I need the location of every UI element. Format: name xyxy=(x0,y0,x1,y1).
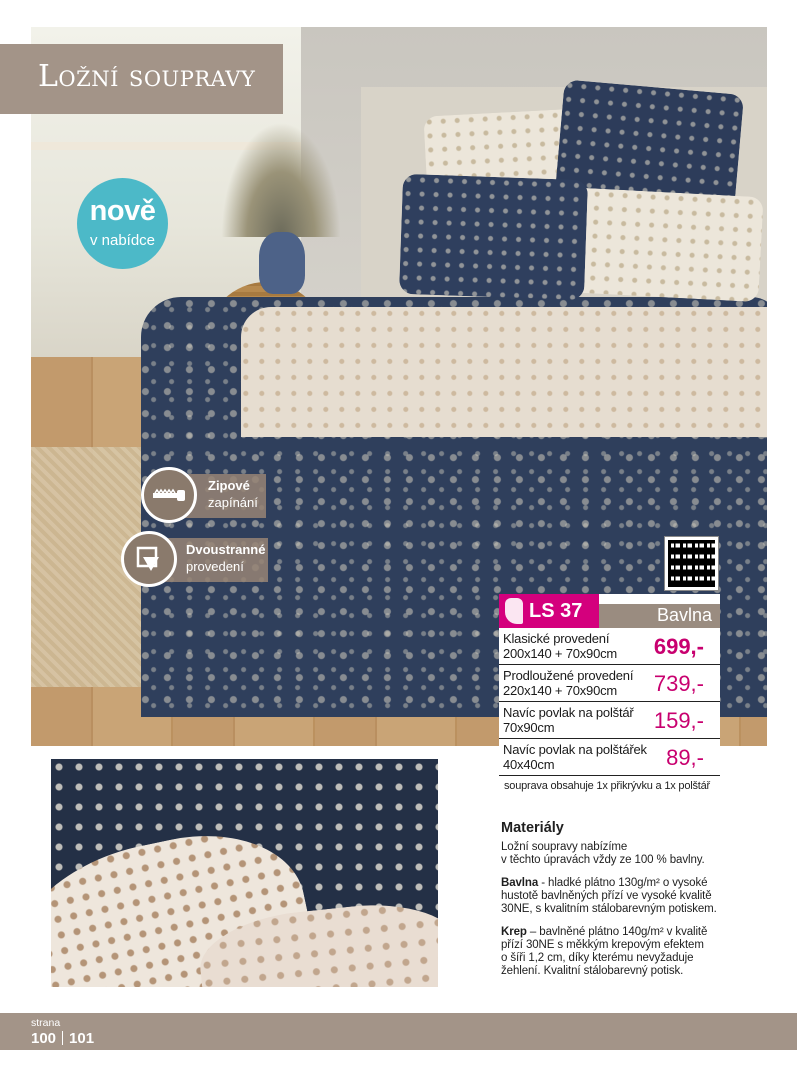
set-contents-note: souprava obsahuje 1x přikrývku a 1x polštář xyxy=(504,780,711,792)
brand-logo-icon xyxy=(505,598,523,624)
materials-intro: Ložní soupravy nabízíme v těchto úpravách vždy ze 100 % bavlny. xyxy=(501,841,705,866)
feature-reversible-line1: Dvoustranné xyxy=(186,542,266,557)
price-row-description: Navíc povlak na polštářek 40x40cm xyxy=(503,742,647,772)
page-title-rest: ožní soupravy xyxy=(58,59,256,94)
materials-heading: Materiály xyxy=(501,820,564,836)
price-header xyxy=(499,594,720,628)
materials-crepe-label: Krep xyxy=(501,926,527,938)
materials-cotton xyxy=(501,877,761,916)
product-code-tag xyxy=(499,594,599,628)
title-banner xyxy=(0,44,283,114)
new-badge xyxy=(77,178,168,269)
materials-cotton-label: Bavlna xyxy=(501,877,539,889)
qr-code-pattern xyxy=(668,540,715,587)
page-separator xyxy=(62,1031,63,1045)
pillow-navy-front xyxy=(399,174,588,300)
page-title-initial: L xyxy=(38,59,59,94)
fabric-detail-photo xyxy=(51,759,438,987)
materials-crepe-text: – bavlněné plátno 140g/m² v kvalitě přízí 30NE s měkkým krepovým efektem o šíři 1,2 cm, díky kterému nevyžaduje žehlení. Kvalitní stálobarevný potisk. xyxy=(501,926,708,977)
price-row xyxy=(499,702,720,739)
page-number-right: 101 xyxy=(69,1030,95,1047)
price-row-description: Prodloužené provedení 220x140 + 70x90cm xyxy=(503,668,634,698)
new-badge-title: nově xyxy=(89,195,156,227)
material-tag xyxy=(599,604,720,628)
feature-reversible-line2: provedení xyxy=(186,559,244,574)
price-row-description: Klasické provedení 200x140 + 70x90cm xyxy=(503,631,618,661)
qr-code[interactable] xyxy=(664,536,719,591)
materials-crepe xyxy=(501,926,761,978)
price-row-price: 699,- xyxy=(653,634,704,659)
new-badge-subtitle: v nabídce xyxy=(89,232,156,249)
footer-bar xyxy=(0,1013,797,1050)
dried-flowers xyxy=(221,122,341,237)
pillow-beige-front xyxy=(558,187,763,302)
price-row-description: Navíc povlak na polštář 70x90cm xyxy=(503,705,634,735)
feature-zipper xyxy=(166,474,266,518)
material-label: Bavlna xyxy=(656,605,712,625)
page-label: strana xyxy=(31,1017,61,1029)
page-numbers xyxy=(31,1030,94,1047)
price-row-price: 89,- xyxy=(666,745,704,770)
feature-reversible xyxy=(146,538,268,582)
price-row xyxy=(499,665,720,702)
page-title xyxy=(38,59,255,94)
reversible-icon xyxy=(121,531,177,587)
materials-section xyxy=(501,822,761,988)
price-row xyxy=(499,739,720,776)
product-code: LS 37 xyxy=(529,600,583,622)
zipper-icon xyxy=(141,467,197,523)
materials-cotton-text: - hladké plátno 130g/m² o vysoké hustotě bavlněných přízí ve vysoké kvalitě 30NE, s kvalitním stálobarevným potiskem. xyxy=(501,877,717,915)
price-row xyxy=(499,628,720,665)
page-number-left: 100 xyxy=(31,1030,57,1047)
price-panel xyxy=(499,594,720,776)
feature-zipper-line2: zapínání xyxy=(208,495,258,510)
blue-vase xyxy=(259,232,305,294)
feature-zipper-line1: Zipové xyxy=(208,478,250,493)
price-row-price: 739,- xyxy=(653,671,704,696)
price-row-price: 159,- xyxy=(653,708,704,733)
duvet-reverse-beige xyxy=(241,307,767,437)
